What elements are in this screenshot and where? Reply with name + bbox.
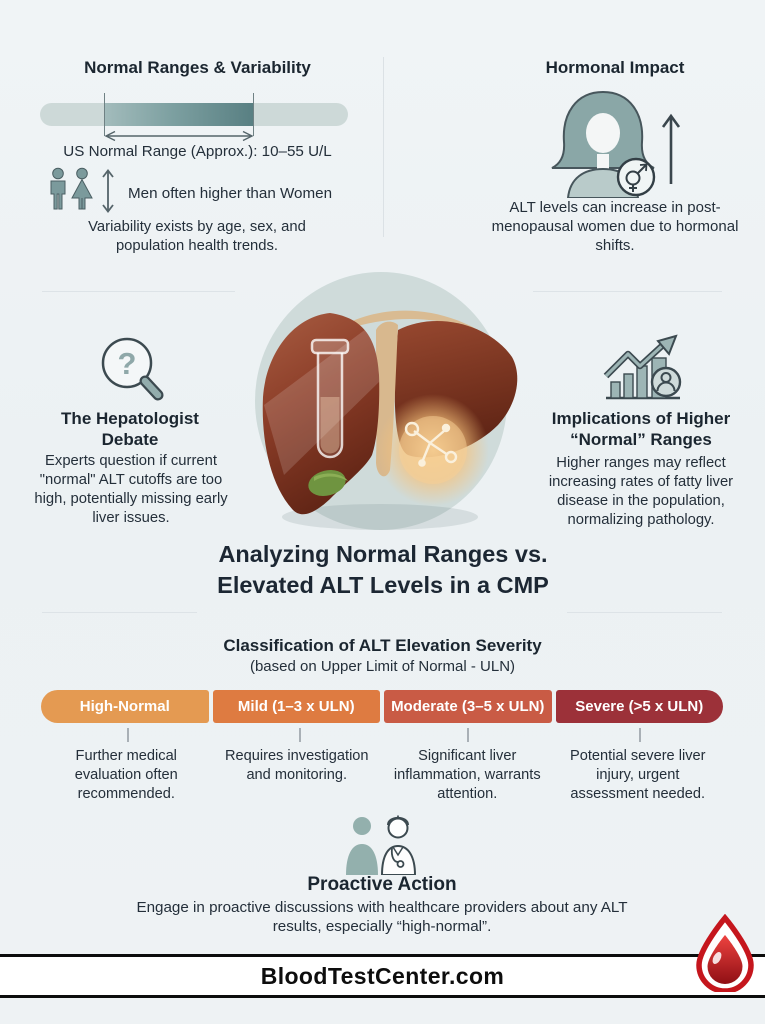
divider: [533, 291, 722, 292]
higher-ranges-heading: Implications of Higher “Normal” Ranges: [551, 409, 731, 449]
page-title-line2: Elevated ALT Levels in a CMP: [217, 571, 549, 598]
double-arrow-icon: [102, 130, 256, 142]
gender-note: Men often higher than Women: [128, 185, 333, 202]
patient-doctor-icon: [341, 813, 425, 875]
severity-desc-severe: Potential severe liver injury, urgent assessment needed.: [570, 748, 706, 802]
debate-heading: The Hepatologist Debate: [61, 409, 199, 449]
classification-subheading: (based on Upper Limit of Normal - ULN): [249, 658, 516, 675]
severity-tick: [639, 728, 641, 742]
severity-desc-high-normal: Further medical evaluation often recommended.: [74, 748, 178, 802]
severity-tick: [299, 728, 301, 742]
debate-body: Experts question if current "normal" ALT cutoffs are too high, potentially missing early liver issues.: [34, 453, 228, 526]
magnifier-question-icon: [96, 334, 166, 406]
severity-tick: [467, 728, 469, 742]
top-divider: [383, 57, 384, 237]
blood-drop-logo: [690, 914, 760, 992]
range-label: US Normal Range (Approx.): 10–55 U/L: [63, 143, 332, 160]
test-tube-icon: [312, 340, 348, 457]
page-title: [100, 539, 666, 600]
proactive-heading: Proactive Action: [307, 874, 457, 895]
classification-heading: Classification of ALT Elevation Severity: [223, 636, 542, 655]
page-title-line1: Analyzing Normal Ranges vs.: [218, 541, 548, 567]
severity-desc-mild: Requires investigation and monitoring.: [224, 748, 369, 783]
proactive-body: Engage in proactive discussions with healthcare providers about any ALT results, especially “high-normal”.: [136, 899, 628, 936]
divider: [42, 612, 197, 613]
liver-illustration: [230, 285, 540, 545]
svg-text:?: ?: [117, 346, 137, 381]
higher-ranges-body: Higher ranges may reflect increasing rates of fatty liver disease in the population, normalizing pathology.: [548, 455, 734, 528]
male-female-pictogram-icon: [46, 167, 122, 215]
hormonal-impact-body: ALT levels can increase in post-menopausal women due to hormonal shifts.: [491, 199, 739, 255]
severity-segment-mild: Mild (1–3 x ULN): [213, 690, 381, 723]
divider: [42, 291, 235, 292]
rising-chart-population-icon: [596, 334, 688, 406]
severity-segment-severe: Severe (>5 x ULN): [556, 690, 724, 723]
hormonal-impact-heading: Hormonal Impact: [545, 58, 685, 77]
woman-gender-symbol-icon: [518, 86, 693, 198]
severity-descriptions: [41, 747, 723, 804]
severity-scale-bar: [41, 690, 723, 723]
footer-site: BloodTestCenter.com: [260, 962, 505, 989]
severity-tick: [127, 728, 129, 742]
severity-segment-moderate: Moderate (3–5 x ULN): [384, 690, 552, 723]
normal-ranges-heading: Normal Ranges & Variability: [84, 58, 311, 77]
severity-desc-moderate: Significant liver inflammation, warrants attention.: [393, 748, 541, 802]
variability-note: Variability exists by age, sex, and population health trends.: [88, 219, 306, 254]
divider: [567, 612, 722, 613]
footer-band: [0, 954, 765, 998]
severity-segment-high-normal: High-Normal: [41, 690, 209, 723]
alt-range-fill: [104, 103, 254, 126]
